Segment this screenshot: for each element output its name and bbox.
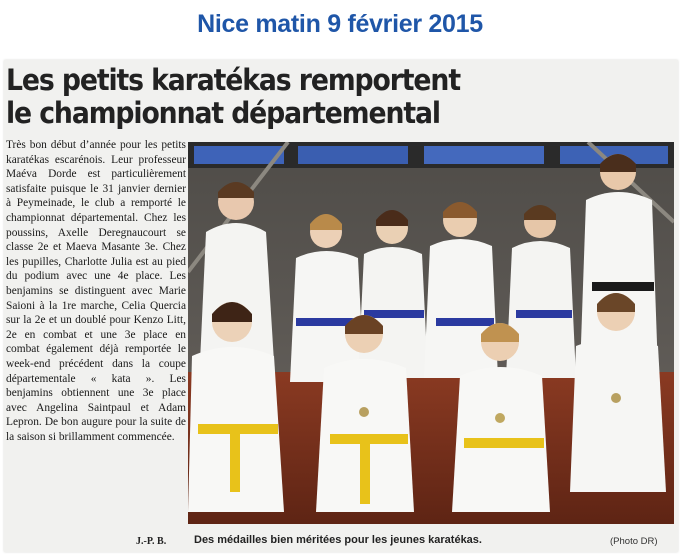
article-headline bbox=[6, 64, 622, 130]
team-photo-illustration bbox=[188, 142, 674, 524]
photo-caption: Des médailles bien méritées pour les jeunes karatékas. bbox=[194, 534, 482, 546]
source-title: Nice matin 9 février 2015 bbox=[197, 10, 483, 38]
article-body: Très bon début d’année pour les petits karatékas escarénois. Leur professeur Maéva Dorde est particulièrement satisfaite puisque le 31 janvier dernier à Peymeinade, le club a remporté le championnat départemental. Chez les poussins, Axelle Deregnaucourt se classe 2e et Maeva Masante 3e. Chez les pupilles, Charlotte Julia est au pied du podium avec une 4e place. Les benjamins se distinguent avec Marie Saioni à la 1re marche, Celia Quercia sur la 2e et un doublé pour Kenzo Litt, 2e en combat et une 3e place en combat également déjà remportée le week-end précédent dans la coupe départementale « kata ». Les benjamins obtiennent une 3e place avec Angelina Saintpaul et Adam Lepron. De bon augure pour la suite de la saison si brillamment commencée. bbox=[6, 139, 186, 443]
headline-line-2: le championnat départemental bbox=[6, 96, 440, 130]
newspaper-clipping bbox=[4, 60, 678, 552]
article-signature: J.-P. B. bbox=[136, 536, 167, 547]
headline-line-1: Les petits karatékas remportent bbox=[6, 63, 460, 97]
photo-credit: (Photo DR) bbox=[610, 536, 658, 547]
team-photo bbox=[188, 142, 674, 524]
